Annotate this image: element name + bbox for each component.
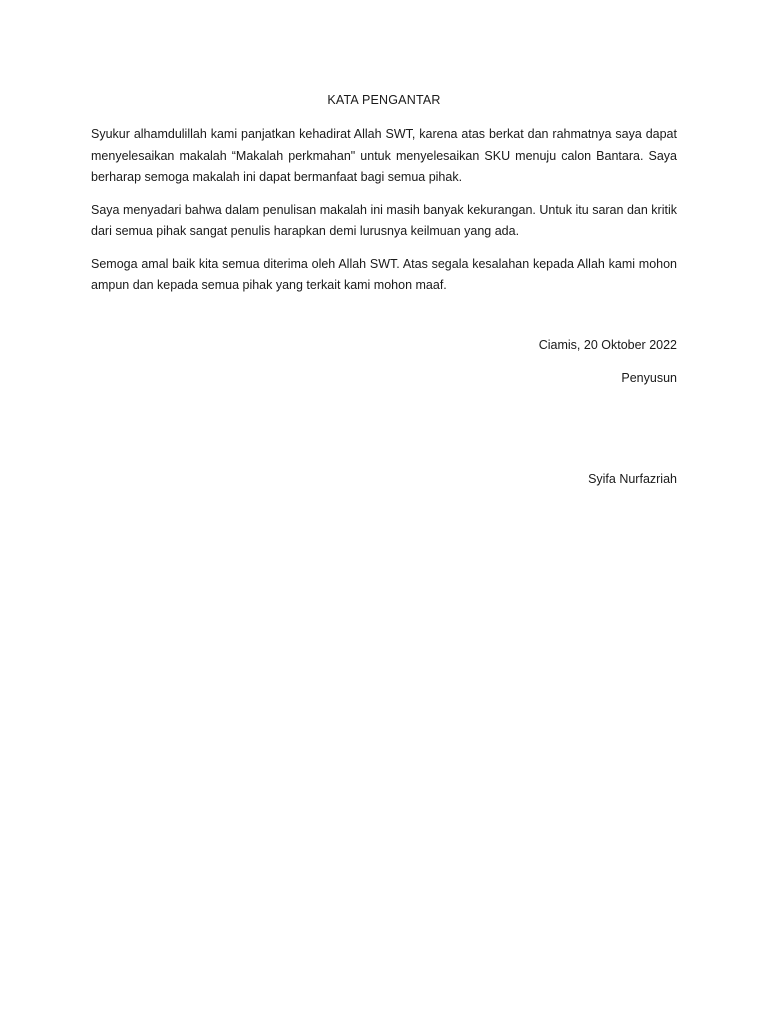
signer-role: Penyusun — [621, 371, 677, 385]
paragraph-2: Saya menyadari bahwa dalam penulisan makalah ini masih banyak kekurangan. Untuk itu saran dan kritik dari semua pihak sangat penulis harapkan demi lurusnya keilmuan yang ada. — [91, 202, 677, 238]
author-name: Syifa Nurfazriah — [588, 472, 677, 486]
paragraph-1: Syukur alhamdulillah kami panjatkan kehadirat Allah SWT, karena atas berkat dan rahmatnya saya dapat menyelesaikan makalah “Makalah perkmahan" untuk menyelesaikan SKU menuju calon Bantara. Saya berharap semoga makalah ini dapat bermanfaat bagi semua pihak. — [91, 127, 677, 184]
place-date: Ciamis, 20 Oktober 2022 — [538, 338, 677, 352]
page-title: KATA PENGANTAR — [327, 93, 441, 107]
paragraph-3: Semoga amal baik kita semua diterima oleh Allah SWT. Atas segala kesalahan kepada Allah kami mohon ampun dan kepada semua pihak yang terkait kami mohon maaf. — [91, 256, 677, 292]
document-body — [91, 124, 677, 308]
